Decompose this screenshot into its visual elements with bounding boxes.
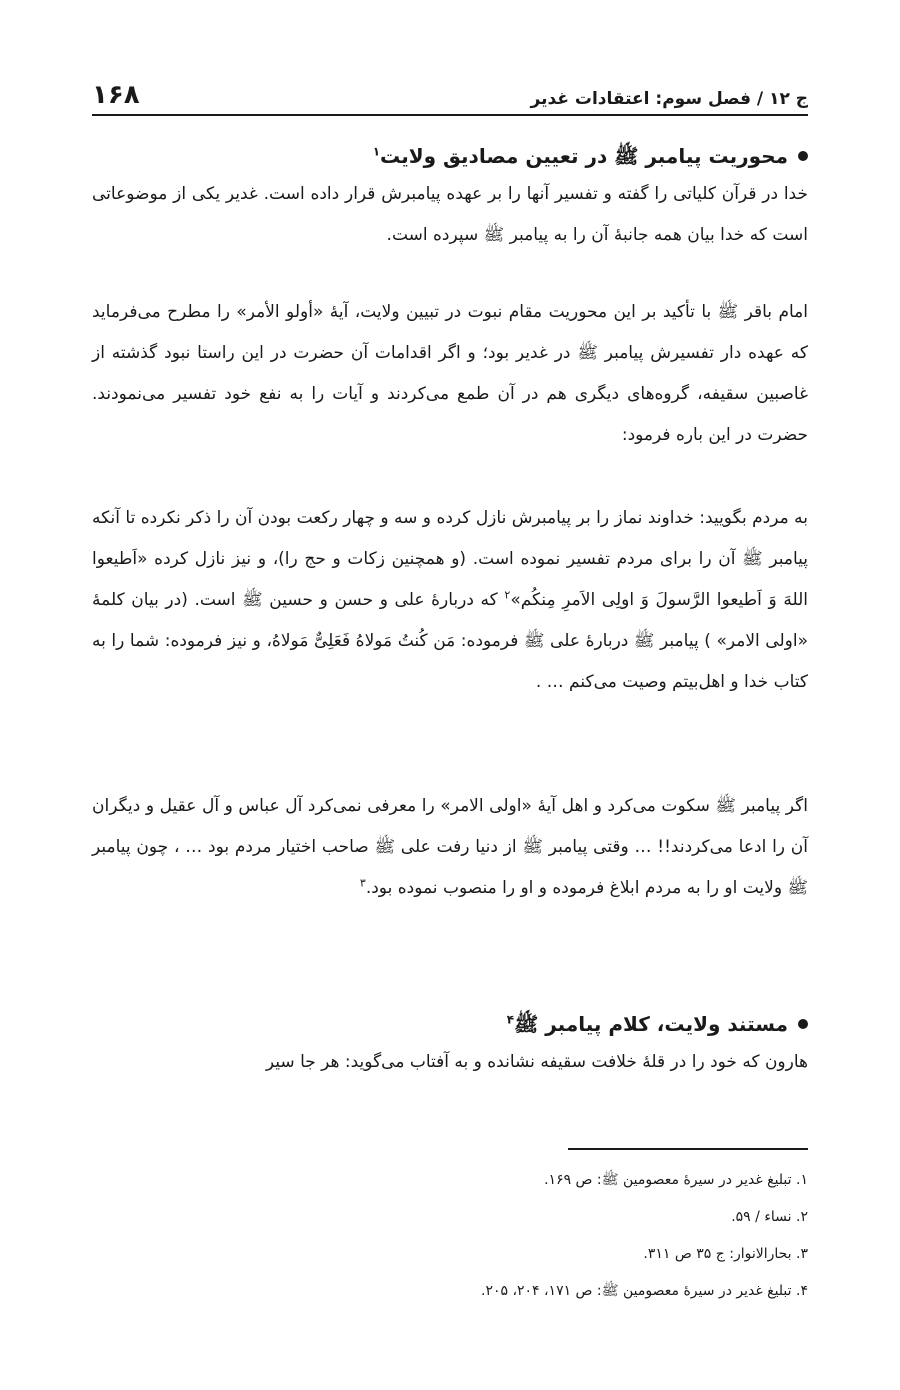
section-quote-block bbox=[92, 498, 808, 703]
footnote: ۴. تبلیغ غدیر در سیرهٔ معصومین ﷺ: ص ۱۷۱، ۲۰۴، ۲۰۵. bbox=[481, 1283, 808, 1299]
running-head: ج ۱۲ / فصل سوم: اعتقادات غدیر bbox=[530, 89, 808, 109]
heading-text: مستند ولایت، کلام پیامبر ﷺ bbox=[514, 1012, 788, 1036]
bullet-icon bbox=[798, 151, 808, 161]
section-heading bbox=[92, 142, 808, 170]
footnote: ۱. تبلیغ غدیر در سیرهٔ معصومین ﷺ: ص ۱۶۹. bbox=[544, 1172, 808, 1188]
section-paragraph-block bbox=[92, 292, 808, 456]
footnotes bbox=[92, 1162, 808, 1310]
paragraph: خدا در قرآن کلیاتی را گفته و تفسیر آنها را بر عهده پیامبرش قرار داده است. غدیر یکی از موضوعاتی است که خدا بیان همه جانبهٔ آن را به پیامبر ﷺ سپرده است. bbox=[92, 184, 808, 245]
quote-paragraph bbox=[92, 498, 808, 703]
section-heading bbox=[92, 1010, 808, 1038]
quote-text-start: به مردم بگویید: خداوند نماز را بر پیامبرش نازل کرده و سه و چهار رکعت بودن آن را ذکر نکرده تا آنکه پیامبر ﷺ آن را برای مردم تفسیر نموده است. (و همچنین زکات و حج را)، و نیز نازل کرده «اَطیعوا اللهَ وَ اَطیعوا الرَّسولَ وَ اولِی الاَمرِ مِنکُم» bbox=[92, 508, 808, 610]
paragraph bbox=[92, 786, 808, 909]
footnote-ref: ۴ bbox=[506, 1012, 515, 1027]
section-prophet-centrality bbox=[92, 142, 808, 256]
footnote-divider bbox=[568, 1148, 808, 1150]
quote-text-end: که دربارهٔ علی و حسن و حسین ﷺ است. (در بیان کلمهٔ «اولی الامر» ) پیامبر ﷺ دربارهٔ علی ﷺ فرموده: مَن کُنتُ مَولاهُ فَعَلِیٌّ مَولاهُ، و نیز فرموده: شما را به کتاب خدا و اهل‌بیتم وصیت می‌کنم … . bbox=[92, 590, 808, 692]
footnote-ref: ۳ bbox=[359, 876, 366, 890]
paragraph: هارون که خود را در قلهٔ خلافت سقیفه نشانده و به آفتاب می‌گوید: هر جا سیر bbox=[265, 1052, 808, 1072]
footnote: ۲. نساء / ۵۹. bbox=[731, 1209, 808, 1225]
paragraph: امام باقر ﷺ با تأکید بر این محوریت مقام نبوت در تبیین ولایت، آیهٔ «أولو الأمر» را مطرح می‌فرماید که عهده دار تفسیرش پیامبر ﷺ در غدیر بود؛ و اگر اقدامات آن حضرت در این راستا نبود گذشته از غاصبین سقیفه، گروه‌های دیگری هم در آن طمع می‌کردند و آیات را به نفع خود تفسیر می‌نمودند. حضرت در این باره فرمود: bbox=[92, 302, 808, 445]
footnote-ref: ۲ bbox=[504, 588, 511, 602]
page-number: ۱۶۸ bbox=[92, 80, 140, 110]
footnote-ref: ۱ bbox=[372, 144, 381, 159]
section-prophet-word bbox=[92, 1010, 808, 1083]
book-page bbox=[92, 0, 808, 1390]
footnote: ۳. بحارالانوار: ج ۳۵ ص ۳۱۱. bbox=[643, 1246, 808, 1262]
section-paragraph-block bbox=[92, 786, 808, 909]
heading-text: محوریت پیامبر ﷺ در تعیین مصادیق ولایت bbox=[380, 144, 788, 168]
bullet-icon bbox=[798, 1019, 808, 1029]
paragraph-text: اگر پیامبر ﷺ سکوت می‌کرد و اهل آیهٔ «اولی الامر» را معرفی نمی‌کرد آل عباس و آل عقیل و دیگران آن را ادعا می‌کردند!! … وقتی پیامبر ﷺ از دنیا رفت علی ﷺ صاحب اختیار مردم بود … ، چون پیامبر ﷺ ولایت او را به مردم ابلاغ فرموده و او را منصوب نموده بود. bbox=[92, 796, 808, 898]
page-header bbox=[92, 68, 808, 116]
